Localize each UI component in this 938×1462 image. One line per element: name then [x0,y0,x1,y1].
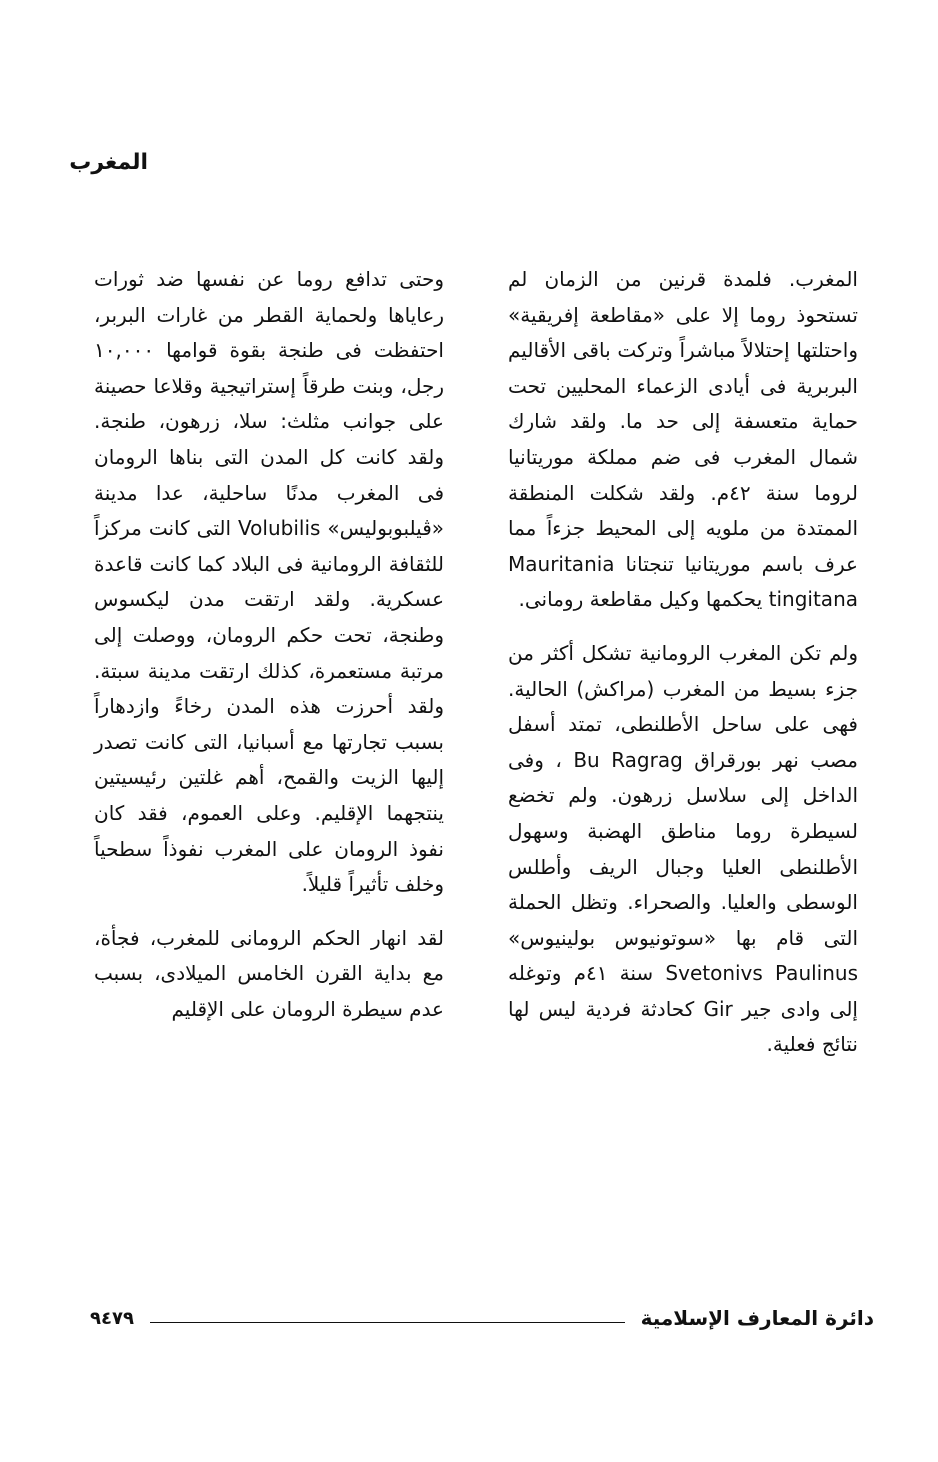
page-number: ٩٤٧٩ [90,1307,134,1329]
paragraph: لقد انهار الحكم الرومانى للمغرب، فجأة، مع بداية القرن الخامس الميلادى، بسبب عدم سيطرة الرومان على الإقليم [94,925,444,1021]
paragraph: وحتى تدافع روما عن نفسها ضد ثورات رعاياها ولحماية القطر من غارات البربر، احتفظت فى طنجة بقوة قوامها ١٠,٠٠٠ رجل، وبنت طرقاً إستراتيجية وقلاعا حصينة على جوانب مثلث: سلا، زرهون، طنجة. ولقد كانت كل المدن التى بناها الرومان فى المغرب مدنًا ساحلية، عدا مدينة «ڤيلبوبوليس» Volubilis التى كانت مركزاً للثقافة الرومانية فى البلاد كما كانت قاعدة عسكرية. ولقد ارتقت مدن ليكسوس وطنجة، تحت حكم الرومان، ووصلت إلى مرتبة مستعمرة، كذلك ارتقت مدينة سبتة. ولقد أحرزت هذه المدن رخاءً وازدهاراً بسبب تجارتها مع أسبانيا، التى كانت تصدر إليها الزيت والقمح، أهم غلتين رئيسيتين ينتجهما الإقليم. وعلى العموم، فقد كان نفوذ الرومان على المغرب نفوذاً سطحياً وخلف تأثيراً قليلاً. [94,267,444,897]
footer-rule [150,1322,625,1323]
footer-title: دائرة المعارف الإسلامية [640,1306,874,1330]
paragraph: ولم تكن المغرب الرومانية تشكل أكثر من جزء بسيط من المغرب (مراكش) الحالية. فهى على ساحل الأطلنطى، تمتد أسفل مصب نهر بورقراق Bu Ragrag ، وفى الداخل إلى سلاسل زرهون. ولم تخضع لسيطرة روما مناطق الهضبة وسهول الأطلنطى العليا وجبال الريف وأطلس الوسطى والعليا. والصحراء. وتظل الحملة التى قام بها «سوتونيوس بولينيوس» Svetonivs Paulinus سنة ٤١م وتوغله إلى وادى جير Gir كحادثة فردية ليس لها نتائج فعلية. [508,640,858,1057]
right-column [508,262,858,1063]
page-footer [90,1298,874,1338]
running-head: المغرب [69,150,148,175]
left-column [94,262,444,1027]
paragraph: المغرب. فلمدة قرنين من الزمان لم تستحوذ روما إلا على «مقاطعة إفريقية» واحتلتها إحتلالاً مباشراً وتركت باقى الأقاليم البربرية فى أيادى الزعماء المحليين تحت حماية متعسفة إلى حد ما. ولقد شارك شمال المغرب فى ضم مملكة موريتانيا لروما سنة ٤٢م. ولقد شكلت المنطقة الممتدة من ملويه إلى المحيط جزءاً مما عرف باسم موريتانيا تنجتانا Mauritania tingitana يحكمها وكيل مقاطعة رومانى. [508,267,858,612]
